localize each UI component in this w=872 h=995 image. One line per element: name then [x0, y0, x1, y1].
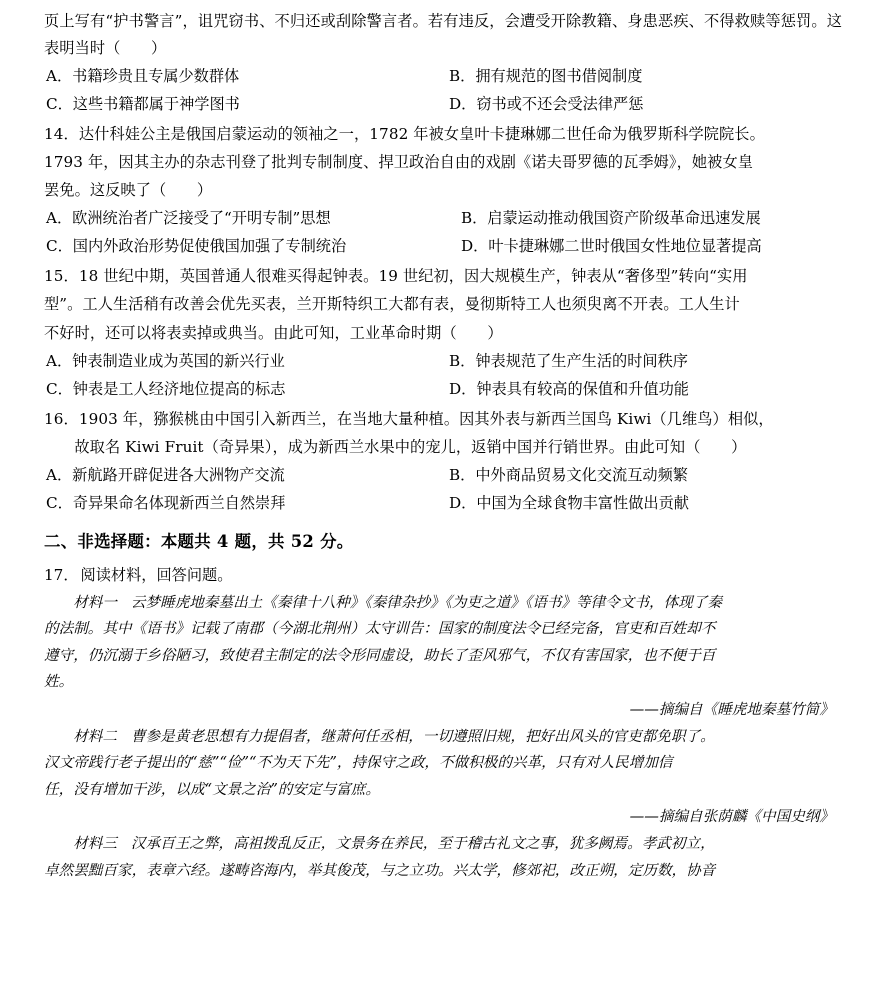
top-options-row-2 [44, 91, 842, 118]
material-1-label: 材料一 [73, 593, 117, 611]
material-1-line-2: 的法制。其中《语书》记载了南郡（今湖北荆州）太守训告：国家的制度法令已经完备，官吏和百姓却不 [44, 620, 716, 638]
material-1-text-1: 云梦睡虎地秦墓出土《秦律十八种》《秦律杂抄》《为吏之道》《语书》等律令文书，体现了秦 [130, 593, 722, 611]
question-15-number: 15． [44, 267, 79, 286]
option-c[interactable]: C．奇异果命名体现新西兰自然崇拜 [46, 493, 286, 512]
option-b[interactable]: B．启蒙运动推动俄国资产阶级革命迅速发展 [460, 209, 761, 228]
option-d[interactable]: D．叶卡捷琳娜二世时俄国女性地位显著提高 [460, 237, 762, 256]
question-14-options-row-2 [44, 233, 842, 260]
question-15-options-row-2 [44, 376, 842, 403]
question-16-options-row-1 [44, 462, 842, 489]
material-3-line-2: 卓然罢黜百家，表章六经。遂畴咨海内，举其俊茂，与之立功。兴太学，修郊祀，改正朔，定历数，协音 [44, 861, 716, 879]
material-2-line-2: 汉文帝践行老子提出的“慈”“俭”“不为天下先”，持保守之政，不做积极的兴革，只有对人民增加信 [44, 754, 673, 772]
material-2-text-1: 曹参是黄老思想有力提倡者，继萧何任丞相，一切遵照旧规，把好出风头的官吏都免职了。 [130, 727, 715, 745]
material-1-line-4: 姓。 [44, 673, 74, 691]
option-a[interactable]: A．新航路开辟促进各大洲物产交流 [46, 465, 285, 484]
material-2-label: 材料二 [73, 727, 117, 745]
section-two-title: 二、非选择题：本题共 4 题，共 52 分。 [44, 531, 354, 551]
material-3-text-1: 汉承百王之弊，高祖拨乱反正，文景务在养民，至于稽古礼文之事，犹多阙焉。孝武初立， [130, 835, 715, 852]
option-c[interactable]: C．国内外政治形势促使俄国加强了专制统治 [46, 237, 347, 256]
question-16-options-row-2 [44, 490, 842, 517]
question-14-stem-1: 达什科娃公主是俄国启蒙运动的领袖之一，1782 年被女皇叶卡捷琳娜二世任命为俄罗斯科学院院长。 [78, 125, 765, 144]
question-17-header [44, 562, 842, 589]
option-d[interactable]: D．中国为全球食物丰富性做出贡献 [449, 493, 689, 512]
question-14-line-1 [44, 121, 842, 148]
material-2-source: ——摘编自张荫麟《中国史纲》 [629, 808, 834, 826]
question-14 [44, 121, 842, 260]
question-15-stem-1: 18 世纪中期，英国普通人很难买得起钟表。19 世纪初，因大规模生产，钟表从“奢侈型”转向“实用 [78, 267, 748, 286]
top-options-row-1 [44, 63, 842, 90]
material-2-line-1 [44, 724, 842, 751]
question-17-prompt: 阅读材料，回答问题。 [80, 566, 233, 585]
question-14-line-3: 罢免。这反映了（ ） [44, 181, 213, 200]
option-c[interactable]: C．钟表是工人经济地位提高的标志 [46, 379, 286, 398]
option-b[interactable]: B．拥有规范的图书借阅制度 [449, 67, 643, 86]
question-16-line-1 [44, 406, 842, 433]
option-c[interactable]: C．这些书籍都属于神学图书 [46, 95, 240, 114]
question-15-options-row-1 [44, 348, 842, 375]
question-14-number: 14． [44, 125, 79, 144]
option-b[interactable]: B．中外商品贸易文化交流互动频繁 [449, 465, 688, 484]
option-d[interactable]: D．钟表具有较高的保值和升值功能 [449, 379, 689, 398]
question-17-number: 17． [44, 566, 79, 585]
top-paragraph: 页上写有“护书警言”，诅咒窃书、不归还或刮除警言者。若有违反，会遭受开除教籍、身患恶疾、不得救赎等惩罚。这表明当时（ ） [44, 12, 842, 58]
question-15 [44, 263, 842, 402]
question-15-line-1 [44, 263, 842, 290]
material-1 [44, 590, 842, 724]
option-d[interactable]: D．窃书或不还会受法律严惩 [449, 95, 644, 114]
material-1-line-3: 遵守，仍沉溺于乡俗陋习，致使君主制定的法令形同虚设，助长了歪风邪气，不仅有害国家，也不便于百 [44, 646, 716, 664]
material-1-line-1 [44, 590, 842, 617]
question-17 [44, 562, 842, 884]
material-2-line-3: 任，没有增加干涉，以成“文景之治”的安定与富庶。 [44, 780, 380, 798]
question-14-line-2: 1793 年，因其主办的杂志刊登了批判专制制度、捍卫政治自由的戏剧《诺夫哥罗德的瓦季姆》，她被女皇 [44, 153, 754, 172]
option-a[interactable]: A．欧洲统治者广泛接受了“开明专制”思想 [46, 209, 331, 228]
option-a[interactable]: A．钟表制造业成为英国的新兴行业 [46, 351, 285, 370]
question-16-number: 16． [44, 409, 79, 428]
material-1-source: ——摘编自《睡虎地秦墓竹简》 [629, 700, 834, 718]
material-2 [44, 724, 842, 831]
material-3-line-1 [44, 831, 842, 858]
question-15-line-2: 型”。工人生活稍有改善会优先买表，兰开斯特织工大都有表，曼彻斯特工人也须臾离不开表。工人生计 [44, 295, 740, 314]
question-16-line-2: 故取名 Kiwi Fruit（奇异果），成为新西兰水果中的宠儿，返销中国并行销世界。由此可知（ ） [74, 437, 747, 456]
option-b[interactable]: B．钟表规范了生产生活的时间秩序 [449, 351, 688, 370]
question-16-stem-1: 1903 年，猕猴桃由中国引入新西兰，在当地大量种植。因其外表与新西兰国鸟 Kiwi（几维鸟）相似， [78, 409, 774, 428]
option-a[interactable]: A．书籍珍贵且专属少数群体 [46, 67, 240, 86]
question-15-line-3: 不好时，还可以将表卖掉或典当。由此可知，工业革命时期（ ） [44, 323, 503, 342]
material-3-label: 材料三 [73, 835, 117, 852]
question-16 [44, 406, 842, 517]
question-14-options-row-1 [44, 205, 842, 232]
material-3 [44, 831, 842, 884]
